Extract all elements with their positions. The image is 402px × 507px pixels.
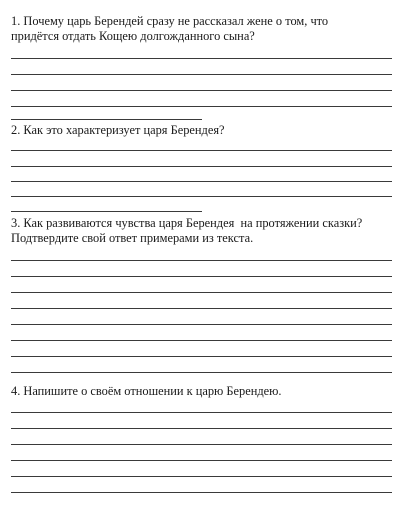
question-2-line-1: 2. Как это характеризует царя Берендея? — [11, 123, 225, 137]
answer-line-q2-4[interactable] — [11, 196, 392, 197]
question-1-line-2: придётся отдать Кощею долгожданного сына? — [11, 29, 255, 43]
answer-line-q1-3[interactable] — [11, 90, 392, 91]
answer-line-q4-1[interactable] — [11, 412, 392, 413]
answer-line-q4-4[interactable] — [11, 460, 392, 461]
answer-line-q4-5[interactable] — [11, 476, 392, 477]
answer-line-q1-2[interactable] — [11, 74, 392, 75]
answer-line-q1-1[interactable] — [11, 58, 392, 59]
answer-line-q2-5[interactable] — [11, 211, 202, 212]
answer-line-q1-5[interactable] — [11, 119, 202, 120]
answer-line-q3-8[interactable] — [11, 372, 392, 373]
answer-line-q3-5[interactable] — [11, 324, 392, 325]
answer-line-q3-7[interactable] — [11, 356, 392, 357]
question-2 — [11, 123, 395, 138]
answer-line-q2-1[interactable] — [11, 150, 392, 151]
question-4-line-1: 4. Напишите о своём отношении к царю Берендею. — [11, 384, 282, 398]
answer-line-q1-4[interactable] — [11, 106, 392, 107]
question-3-line-2: Подтвердите свой ответ примерами из текста. — [11, 231, 254, 245]
answer-line-q3-6[interactable] — [11, 340, 392, 341]
question-4 — [11, 384, 395, 399]
answer-line-q2-2[interactable] — [11, 166, 392, 167]
question-1-line-1: 1. Почему царь Берендей сразу не рассказал жене о том, что — [11, 14, 329, 28]
answer-line-q4-6[interactable] — [11, 492, 392, 493]
answer-line-q3-2[interactable] — [11, 276, 392, 277]
answer-line-q2-3[interactable] — [11, 181, 392, 182]
answer-line-q4-3[interactable] — [11, 444, 392, 445]
answer-line-q3-1[interactable] — [11, 260, 392, 261]
answer-line-q3-3[interactable] — [11, 292, 392, 293]
question-1 — [11, 14, 395, 44]
answer-line-q4-2[interactable] — [11, 428, 392, 429]
question-3 — [11, 216, 395, 246]
question-3-line-1: 3. Как развиваются чувства царя Берендея на протяжении сказки? — [11, 216, 363, 230]
answer-line-q3-4[interactable] — [11, 308, 392, 309]
